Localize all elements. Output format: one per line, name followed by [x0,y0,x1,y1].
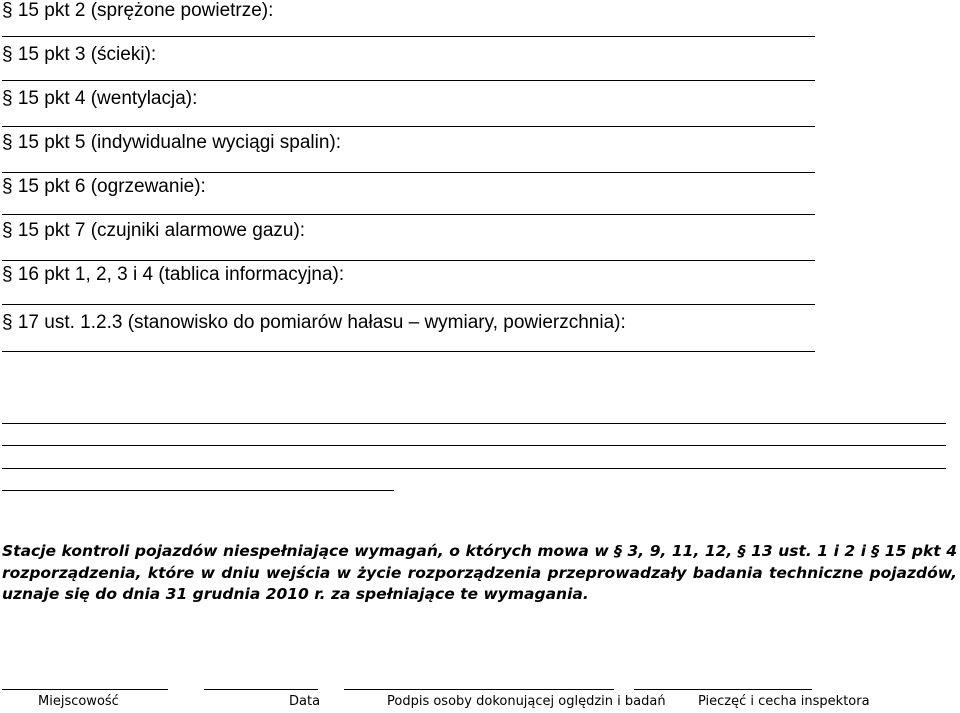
form-item-compressed-air [0,0,815,22]
form-item-sewage [0,44,815,66]
item-label: § 15 pkt 2 (sprężone powietrze): [2,0,274,21]
item-label: § 15 pkt 4 (wentylacja): [2,88,198,109]
date-label: Data [289,694,321,709]
place-label: Miejscowość [38,694,119,709]
blank-line[interactable] [2,490,394,491]
transitional-provision-note: Stacje kontroli pojazdów niespełniające wymagań, o których mowa w § 3, 9, 11, 12, § 13 ust. 1 i 2 i § 15 pkt 4 rozporządzenia, które w dniu wejścia w życie rozporządzenia przeprowadzały badania techniczne pojazdów, uznaje się do dnia 31 grudnia 2010 r. za spełniające te wymagania. [2,542,957,603]
form-item-exhaust-extraction [0,132,815,154]
answer-line[interactable] [2,304,815,305]
answer-line[interactable] [2,351,815,352]
item-label: § 15 pkt 7 (czujniki alarmowe gazu): [2,220,306,241]
item-label: § 15 pkt 6 (ogrzewanie): [2,176,206,197]
stamp-signature-line[interactable] [634,689,812,690]
place-signature-line[interactable] [2,689,168,690]
inspector-signature-line[interactable] [344,689,614,690]
form-item-info-board [0,264,815,286]
item-label: § 15 pkt 3 (ścieki): [2,44,157,65]
form-item-heating [0,176,815,198]
item-label: § 17 ust. 1.2.3 (stanowisko do pomiarów hałasu – wymiary, powierzchnia): [2,312,626,333]
answer-line[interactable] [2,126,815,127]
form-item-gas-alarm [0,220,815,242]
blank-line[interactable] [2,423,946,424]
answer-line[interactable] [2,36,815,37]
item-label: § 16 pkt 1, 2, 3 i 4 (tablica informacyjna): [2,264,345,285]
blank-line[interactable] [2,445,946,446]
item-label: § 15 pkt 5 (indywidualne wyciągi spalin): [2,132,342,153]
blank-line[interactable] [2,468,946,469]
signature-label: Podpis osoby dokonującej oględzin i badań [387,694,666,709]
stamp-label: Pieczęć i cecha inspektora [698,694,870,709]
form-item-ventilation [0,88,815,110]
answer-line[interactable] [2,260,815,261]
answer-line[interactable] [2,80,815,81]
form-item-noise-station [0,312,815,334]
date-signature-line[interactable] [204,689,318,690]
answer-line[interactable] [2,172,815,173]
answer-line[interactable] [2,214,815,215]
